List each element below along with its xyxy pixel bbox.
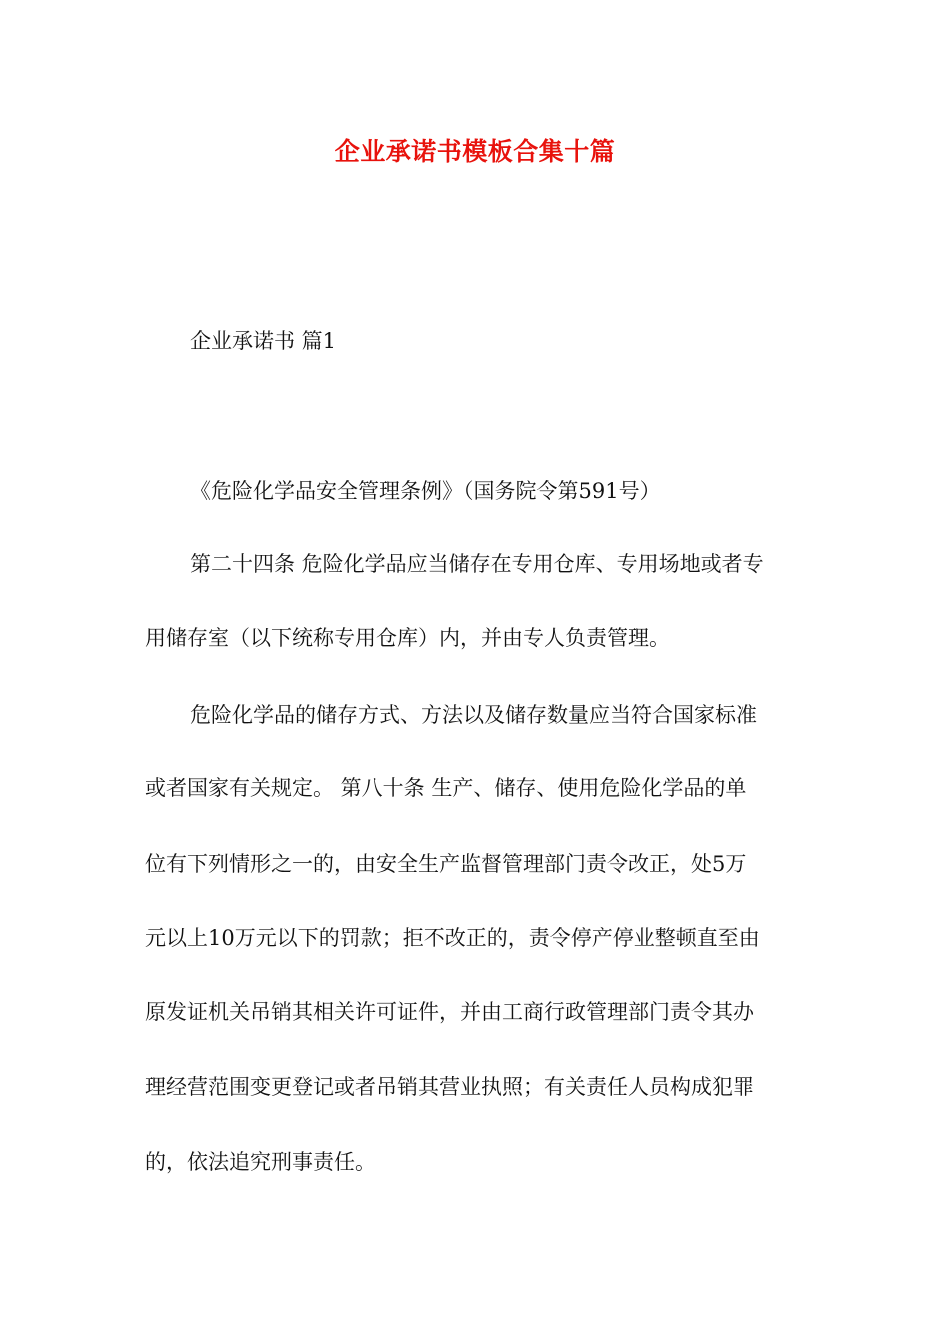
section-heading: 企业承诺书 篇1 (190, 329, 337, 353)
paragraph-line: 的，依法追究刑事责任。 (145, 1150, 376, 1174)
document-title: 企业承诺书模板合集十篇 (334, 137, 616, 166)
paragraph-line: 位有下列情形之一的，由安全生产监督管理部门责令改正，处5万 (145, 852, 747, 876)
paragraph-line: 第二十四条 危险化学品应当储存在专用仓库、专用场地或者专 (190, 552, 764, 576)
regulation-citation: 《危险化学品安全管理条例》（国务院令第591号） (190, 479, 661, 503)
paragraph-line: 用储存室（以下统称专用仓库）内，并由专人负责管理。 (145, 626, 670, 650)
paragraph-line: 或者国家有关规定。 第八十条 生产、储存、使用危险化学品的单 (145, 776, 747, 800)
paragraph-line: 元以上10万元以下的罚款；拒不改正的，责令停产停业整顿直至由 (145, 926, 760, 950)
paragraph-line: 理经营范围变更登记或者吊销其营业执照；有关责任人员构成犯罪 (145, 1075, 754, 1099)
paragraph-line: 危险化学品的储存方式、方法以及储存数量应当符合国家标准 (190, 703, 757, 727)
paragraph-line: 原发证机关吊销其相关许可证件，并由工商行政管理部门责令其办 (145, 1000, 754, 1024)
